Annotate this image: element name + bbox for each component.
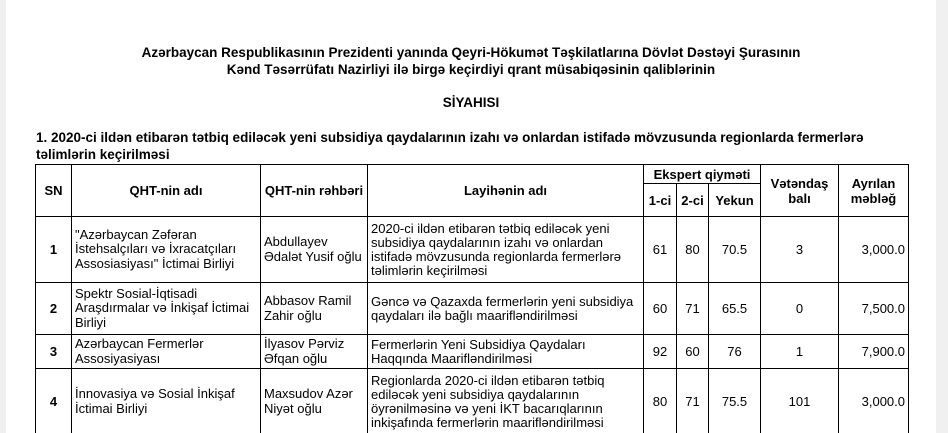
table-row bbox=[36, 283, 909, 335]
row-project: 2020-ci ildən etibarən tətbiq ediləcək yeni subsidiya qaydalarının izahı və onlardan istifadə mövzusunda regionlarda fermerlərə təlimlərin keçirilməsi bbox=[368, 217, 644, 283]
row-expert-2: 71 bbox=[677, 283, 709, 335]
row-project: Fermerlərin Yeni Subsidiya Qaydaları Haqqında Maarifləndirilməsi bbox=[368, 335, 644, 369]
table-row bbox=[36, 369, 909, 433]
row-amount: 7,900.0 bbox=[839, 335, 909, 369]
row-expert-1: 92 bbox=[644, 335, 677, 369]
header-leader: QHT-nin rəhbəri bbox=[261, 165, 368, 217]
header-expert: Ekspert qiyməti bbox=[644, 165, 761, 184]
row-leader: Maxsudov Azər Niyət oğlu bbox=[261, 369, 368, 433]
row-citizen: 1 bbox=[761, 335, 839, 369]
table-row bbox=[36, 217, 909, 283]
row-project: Gəncə və Qazaxda fermerlərin yeni subsidiya qaydaları ilə bağlı maarifləndirilməsi bbox=[368, 283, 644, 335]
row-sn: 3 bbox=[36, 335, 72, 369]
row-expert-1: 60 bbox=[644, 283, 677, 335]
row-amount: 3,000.0 bbox=[839, 217, 909, 283]
row-sn: 2 bbox=[36, 283, 72, 335]
header-line-2: Kənd Təsərrüfatı Nazirliyi ilə birgə keçirdiyi qrant müsabiqəsinin qaliblərinin bbox=[226, 62, 716, 77]
list-title: SİYAHISI bbox=[442, 95, 500, 110]
row-project: Regionlarda 2020-ci ildən etibarən tətbiq ediləcək yeni subsidiya qaydalarının öyrənilməsinə və yeni İKT bacarıqlarının inkişafında fermerlərin maarifləndirilməsi bbox=[368, 369, 644, 433]
header-line-1: Azərbaycan Respublikasının Prezidenti yanında Qeyri-Hökumət Təşkilatlarına Dövlət Dəstəyi Şurasının bbox=[141, 45, 801, 60]
row-org: "Azərbaycan Zəfəran İstehsalçıları və İxracatçıları Assosiasiyası" İctimai Birliyi bbox=[72, 217, 261, 283]
row-expert-2: 60 bbox=[677, 335, 709, 369]
row-total: 75.5 bbox=[709, 369, 761, 433]
header-expert-2: 2-ci bbox=[677, 184, 709, 217]
row-expert-2: 71 bbox=[677, 369, 709, 433]
table-row bbox=[36, 335, 909, 369]
header-amount: Ayrılan məbləğ bbox=[839, 165, 909, 217]
row-org: Azərbaycan Fermerlər Assosiyasiyası bbox=[72, 335, 261, 369]
header-org: QHT-nin adı bbox=[72, 165, 261, 217]
window-scrollbar[interactable] bbox=[936, 0, 948, 433]
row-expert-1: 61 bbox=[644, 217, 677, 283]
header-expert-1: 1-ci bbox=[644, 184, 677, 217]
row-citizen: 101 bbox=[761, 369, 839, 433]
row-total: 70.5 bbox=[709, 217, 761, 283]
row-expert-1: 80 bbox=[644, 369, 677, 433]
row-total: 76 bbox=[709, 335, 761, 369]
row-leader: İlyasov Pərviz Əfqan oğlu bbox=[261, 335, 368, 369]
row-amount: 3,000.0 bbox=[839, 369, 909, 433]
row-citizen: 0 bbox=[761, 283, 839, 335]
row-expert-2: 80 bbox=[677, 217, 709, 283]
header-project: Layihənin adı bbox=[368, 165, 644, 217]
section-title: 1. 2020-ci ildən etibarən tətbiq ediləcək yeni subsidiya qaydalarının izahı və onlardan istifadə mövzusunda regionlarda fermerlərə təlimlərin keçirilməsi bbox=[36, 130, 864, 162]
document-page bbox=[6, 0, 936, 433]
row-sn: 1 bbox=[36, 217, 72, 283]
winners-table bbox=[35, 164, 909, 433]
header-total: Yekun bbox=[709, 184, 761, 217]
row-org: Spektr Sosial-İqtisadi Araşdırmalar və İnkişaf İctimai Birliyi bbox=[72, 283, 261, 335]
row-citizen: 3 bbox=[761, 217, 839, 283]
row-amount: 7,500.0 bbox=[839, 283, 909, 335]
row-org: İnnovasiya və Sosial İnkişaf İctimai Birliyi bbox=[72, 369, 261, 433]
header-citizen: Vətəndaş balı bbox=[761, 165, 839, 217]
row-sn: 4 bbox=[36, 369, 72, 433]
row-total: 65.5 bbox=[709, 283, 761, 335]
header-sn: SN bbox=[36, 165, 72, 217]
row-leader: Abdullayev Ədalət Yusif oğlu bbox=[261, 217, 368, 283]
row-leader: Abbasov Ramil Zahir oğlu bbox=[261, 283, 368, 335]
